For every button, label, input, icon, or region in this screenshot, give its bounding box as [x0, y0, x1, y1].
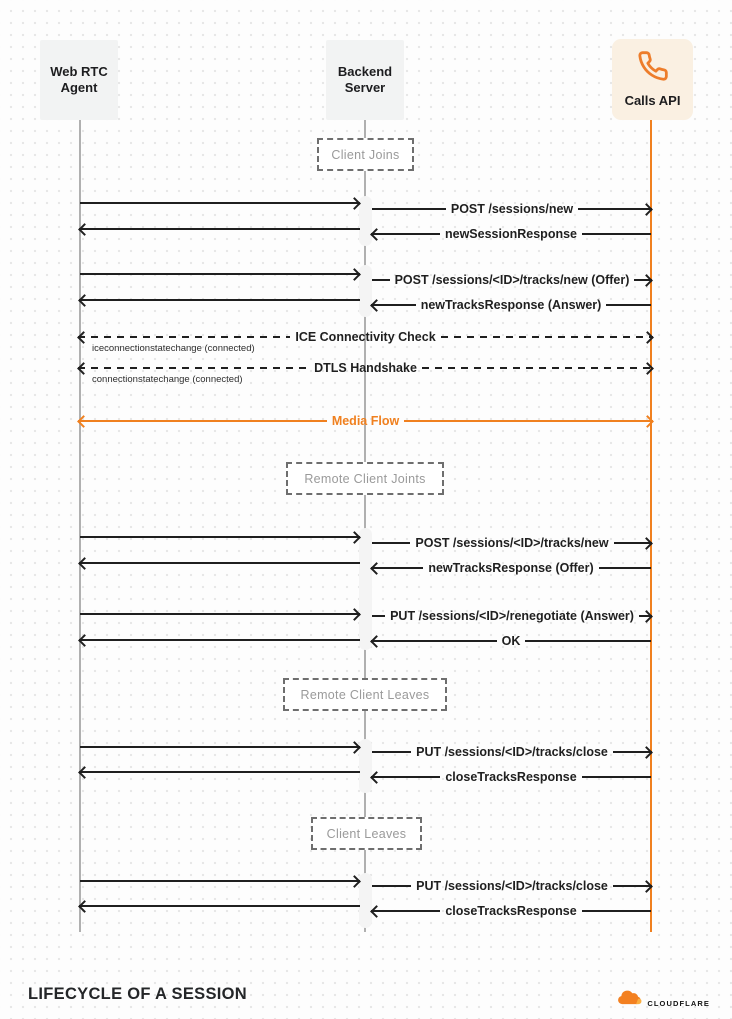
arrowhead-left-icon	[370, 299, 383, 312]
activation-bar	[359, 196, 372, 246]
step-remote-client-joints	[286, 462, 444, 495]
note-iceconnectionstatechange: iceconnectionstatechange (connected)	[92, 343, 255, 354]
arrowhead-right-icon	[348, 608, 361, 621]
arrowhead-left-icon	[77, 415, 90, 428]
msg-close-tracks-response	[372, 903, 651, 919]
page-title: LIFECYCLE OF A SESSION	[28, 985, 247, 1003]
msg-post-sessions-new	[372, 201, 651, 217]
step-remote-client-leaves	[283, 678, 447, 711]
msg-backend-to-webrtc	[80, 221, 360, 237]
msg-label: POST /sessions/new	[450, 202, 574, 216]
arrowhead-right-icon	[348, 531, 361, 544]
msg-label: newTracksResponse (Answer)	[420, 298, 602, 312]
msg-webrtc-to-backend	[80, 739, 359, 755]
msg-label: POST /sessions/<ID>/tracks/new (Offer)	[394, 273, 630, 287]
arrowhead-right-icon	[640, 203, 653, 216]
activation-bar	[359, 265, 372, 317]
msg-label: newTracksResponse (Offer)	[428, 561, 594, 575]
arrowhead-right-icon	[640, 537, 653, 550]
msg-webrtc-to-backend	[80, 266, 359, 282]
arrowhead-right-icon	[640, 746, 653, 759]
arrowhead-left-icon	[78, 766, 91, 779]
msg-ok	[372, 633, 651, 649]
actor-calls-api-label: Calls API	[624, 92, 681, 108]
msg-new-session-response	[372, 226, 651, 242]
step-remote-client-leaves-label: Remote Client Leaves	[300, 687, 430, 702]
msg-new-tracks-response-answer	[372, 297, 651, 313]
arrowhead-right-icon	[641, 362, 654, 375]
msg-webrtc-to-backend	[80, 529, 359, 545]
arrowhead-left-icon	[78, 557, 91, 570]
actor-backend-server	[326, 40, 404, 120]
msg-backend-to-webrtc	[80, 632, 360, 648]
arrowhead-left-icon	[370, 562, 383, 575]
arrowhead-right-icon	[640, 880, 653, 893]
msg-put-tracks-close	[372, 744, 651, 760]
msg-webrtc-to-backend	[80, 195, 359, 211]
arrowhead-left-icon	[370, 228, 383, 241]
msg-label: newSessionResponse	[445, 227, 577, 241]
arrowhead-left-icon	[77, 331, 90, 344]
arrowhead-right-icon	[640, 274, 653, 287]
step-client-leaves-label: Client Leaves	[326, 826, 407, 841]
msg-post-tracks-new-offer	[372, 272, 651, 288]
msg-put-renegotiate-answer	[372, 608, 651, 624]
arrowhead-left-icon	[370, 905, 383, 918]
actor-backend-server-label: Backend Server	[337, 63, 393, 95]
msg-label: PUT /sessions/<ID>/renegotiate (Answer)	[390, 609, 634, 623]
step-remote-client-joints-label: Remote Client Joints	[304, 471, 426, 486]
msg-backend-to-webrtc	[80, 555, 360, 571]
msg-post-tracks-new	[372, 535, 651, 551]
step-client-leaves	[311, 817, 422, 850]
arrowhead-left-icon	[78, 223, 91, 236]
arrowhead-right-icon	[641, 415, 654, 428]
msg-close-tracks-response	[372, 769, 651, 785]
msg-label: PUT /sessions/<ID>/tracks/close	[416, 879, 608, 893]
msg-new-tracks-response-offer	[372, 560, 651, 576]
msg-backend-to-webrtc	[80, 898, 360, 914]
phone-icon	[637, 50, 669, 86]
arrowhead-left-icon	[77, 362, 90, 375]
actor-calls-api	[612, 39, 693, 120]
arrowhead-right-icon	[641, 331, 654, 344]
arrowhead-left-icon	[78, 634, 91, 647]
arrowhead-right-icon	[348, 197, 361, 210]
cloudflare-logo	[615, 990, 710, 1010]
msg-label: ICE Connectivity Check	[295, 330, 436, 344]
msg-media-flow	[79, 413, 652, 429]
arrowhead-right-icon	[348, 875, 361, 888]
msg-backend-to-webrtc	[80, 764, 360, 780]
arrowhead-left-icon	[370, 771, 383, 784]
cloudflare-cloud-icon	[615, 990, 643, 1010]
activation-bar	[359, 528, 372, 650]
msg-label: PUT /sessions/<ID>/tracks/close	[416, 745, 608, 759]
arrowhead-right-icon	[348, 268, 361, 281]
msg-label: DTLS Handshake	[314, 361, 417, 375]
arrowhead-left-icon	[370, 635, 383, 648]
actor-webrtc-agent-label: Web RTC Agent	[50, 63, 108, 95]
msg-label: closeTracksResponse	[445, 904, 577, 918]
msg-label: OK	[501, 634, 521, 648]
arrowhead-right-icon	[348, 741, 361, 754]
msg-webrtc-to-backend	[80, 873, 359, 889]
step-client-joins-label: Client Joins	[331, 147, 400, 162]
msg-label: Media Flow	[331, 414, 400, 428]
msg-webrtc-to-backend	[80, 606, 359, 622]
arrowhead-left-icon	[78, 294, 91, 307]
note-connectionstatechange: connectionstatechange (connected)	[92, 374, 243, 385]
msg-label: closeTracksResponse	[445, 770, 577, 784]
msg-backend-to-webrtc	[80, 292, 360, 308]
actor-webrtc-agent	[40, 40, 118, 120]
cloudflare-wordmark: CLOUDFLARE	[647, 999, 710, 1008]
msg-put-tracks-close	[372, 878, 651, 894]
lifeline-webrtc-agent	[79, 120, 81, 932]
msg-label: POST /sessions/<ID>/tracks/new	[415, 536, 609, 550]
arrowhead-left-icon	[78, 900, 91, 913]
step-client-joins	[317, 138, 414, 171]
arrowhead-right-icon	[640, 610, 653, 623]
